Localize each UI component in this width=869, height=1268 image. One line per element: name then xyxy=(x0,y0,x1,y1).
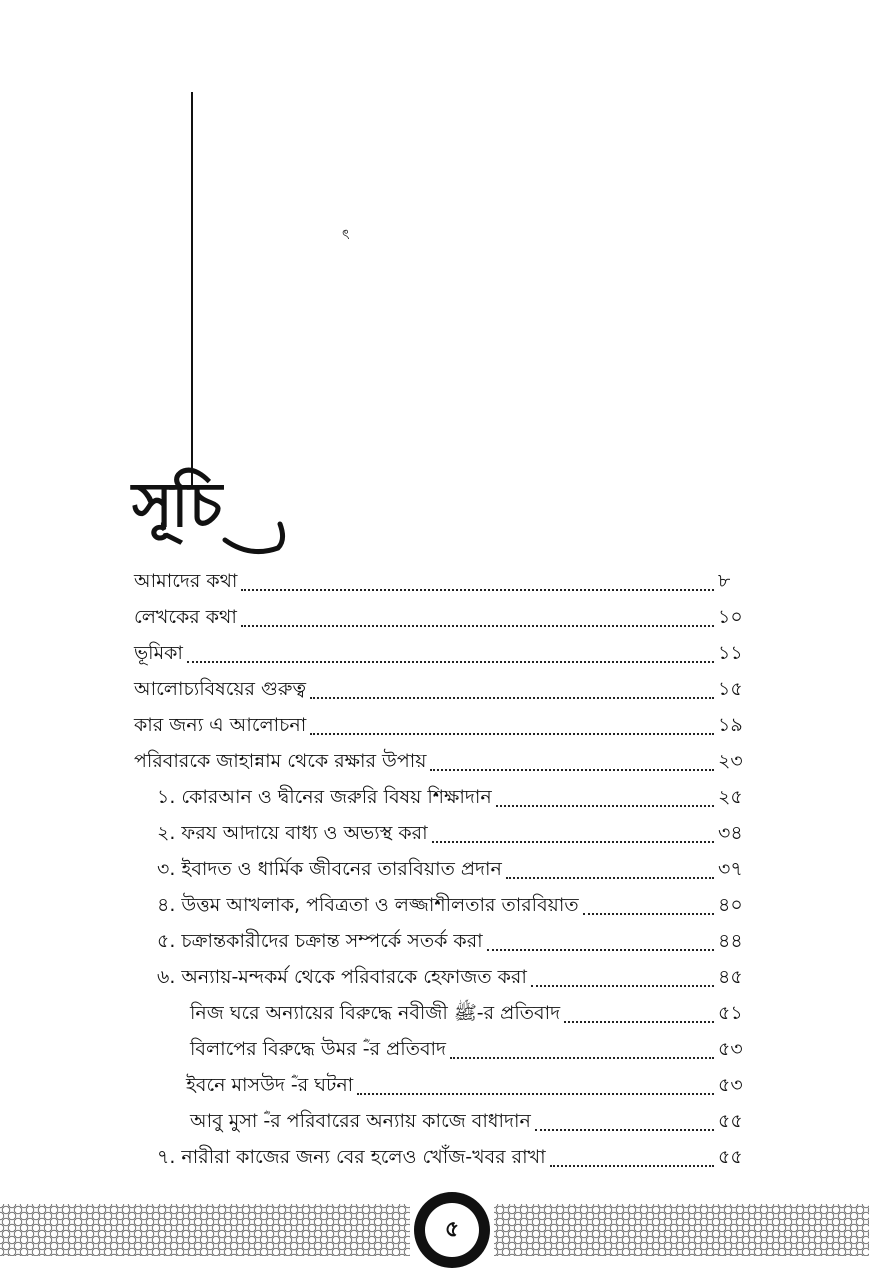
ink-speck: ৎ xyxy=(342,227,350,243)
toc-dot-leader xyxy=(564,1021,714,1023)
toc-entry-page: ৪০ xyxy=(718,894,743,916)
toc-entry xyxy=(190,1105,760,1133)
ornament-band-left xyxy=(0,1204,410,1256)
toc-entry-page: ৫৫ xyxy=(718,1110,743,1132)
toc-dot-leader xyxy=(450,1057,714,1059)
toc-entry-label: আমাদের কথা xyxy=(134,570,238,592)
toc-entry-label: ৫. চক্রান্তকারীদের চক্রান্ত সম্পর্কে সতর্ক করা xyxy=(157,930,483,952)
page-number: ৫ xyxy=(425,1203,479,1257)
toc-entry-label: ৩. ইবাদত ও ধার্মিক জীবনের তারবিয়াত প্রদান xyxy=(157,858,502,880)
toc-entry xyxy=(134,745,760,773)
toc-entry-page: ৪৪ xyxy=(718,930,743,952)
toc-entry xyxy=(134,601,760,629)
toc-entry-label: ৬. অন্যায়-মন্দকর্ম থেকে পরিবারকে হেফাজত করা xyxy=(157,966,527,988)
toc-dot-leader xyxy=(241,589,714,591)
title-block xyxy=(130,440,290,565)
toc-dot-leader xyxy=(583,913,714,915)
toc-entry-page: ৩৪ xyxy=(718,822,743,844)
toc-entry-label: কার জন্য এ আলোচনা xyxy=(134,714,307,736)
toc-dot-leader xyxy=(535,1129,714,1131)
toc-entry-label: পরিবারকে জাহান্নাম থেকে রক্ষার উপায় xyxy=(134,750,427,772)
toc-entry-label: ১. কোরআন ও দ্বীনের জরুরি বিষয় শিক্ষাদান xyxy=(157,786,492,808)
toc-entry-page: ৫৩ xyxy=(718,1038,743,1060)
toc-entry xyxy=(186,1069,760,1097)
decorative-vertical-line xyxy=(191,92,193,487)
toc-entry xyxy=(134,673,760,701)
toc-dot-leader xyxy=(310,733,714,735)
toc-dot-leader xyxy=(241,625,714,627)
toc-entry-page: ১১ xyxy=(718,642,743,664)
toc-dot-leader xyxy=(187,661,714,663)
toc-entry-label: আবু মুসা ؓ-র পরিবারের অন্যায় কাজে বাধাদান xyxy=(190,1110,531,1132)
toc-entry-page: ১০ xyxy=(718,606,743,628)
toc-entry-label: ৭. নারীরা কাজের জন্য বের হলেও খোঁজ-খবর রাখা xyxy=(157,1146,546,1168)
ornament-band-right xyxy=(494,1204,869,1256)
toc-entry xyxy=(157,889,760,917)
toc-entry-label: ৪. উত্তম আখলাক, পবিত্রতা ও লজ্জাশীলতার তারবিয়াত xyxy=(157,894,579,916)
toc-dot-leader xyxy=(506,877,714,879)
toc-entry-label: আলোচ্যবিষয়ের গুরুত্ব xyxy=(134,678,306,700)
toc-dot-leader xyxy=(496,805,714,807)
toc-dot-leader xyxy=(430,769,714,771)
toc-entry xyxy=(157,1141,760,1169)
toc-entry xyxy=(134,637,760,665)
page-title: সূচি xyxy=(132,468,221,541)
toc-entry-page: ২৫ xyxy=(718,786,743,808)
toc-entry-page: ৫৫ xyxy=(718,1146,743,1168)
toc-entry-label: বিলাপের বিরুদ্ধে উমর ؓ-র প্রতিবাদ xyxy=(190,1038,447,1060)
toc-dot-leader xyxy=(531,985,714,987)
toc-entry-page: ৫১ xyxy=(718,1002,743,1024)
toc-entry xyxy=(157,961,760,989)
toc-entry-label: লেখকের কথা xyxy=(134,606,237,628)
toc-dot-leader xyxy=(487,949,714,951)
toc-entry xyxy=(157,781,760,809)
toc-dot-leader xyxy=(357,1093,714,1095)
toc-entry xyxy=(157,925,760,953)
toc-entry-label: নিজ ঘরে অন্যায়ের বিরুদ্ধে নবীজী ﷺ-র প্রতিবাদ xyxy=(190,1002,561,1024)
toc-entry xyxy=(134,709,760,737)
toc-entry xyxy=(190,997,760,1025)
toc-entry xyxy=(134,565,760,593)
toc-entry xyxy=(157,853,760,881)
toc-entry xyxy=(190,1033,760,1061)
toc-entry-page: ৮ xyxy=(718,570,731,592)
toc-dot-leader xyxy=(310,697,714,699)
toc-entry xyxy=(157,817,760,845)
toc-entry-label: ২. ফরয আদায়ে বাধ্য ও অভ্যস্থ করা xyxy=(157,822,428,844)
toc-entry-page: ২৩ xyxy=(718,750,743,772)
toc-entry-label: ইবনে মাসউদ ؓ-র ঘটনা xyxy=(186,1074,354,1096)
toc-entry-label: ভূমিকা xyxy=(134,642,183,664)
toc-dot-leader xyxy=(432,841,714,843)
page-number-medallion xyxy=(414,1192,490,1268)
toc-entry-page: ৪৫ xyxy=(718,966,743,988)
toc-entry-page: ১৯ xyxy=(718,714,743,736)
toc-entry-page: ১৫ xyxy=(718,678,743,700)
toc-dot-leader xyxy=(550,1165,714,1167)
toc-entry-page: ৩৭ xyxy=(718,858,743,880)
toc-entry-page: ৫৩ xyxy=(718,1074,743,1096)
page-footer-ornament xyxy=(0,1190,869,1267)
